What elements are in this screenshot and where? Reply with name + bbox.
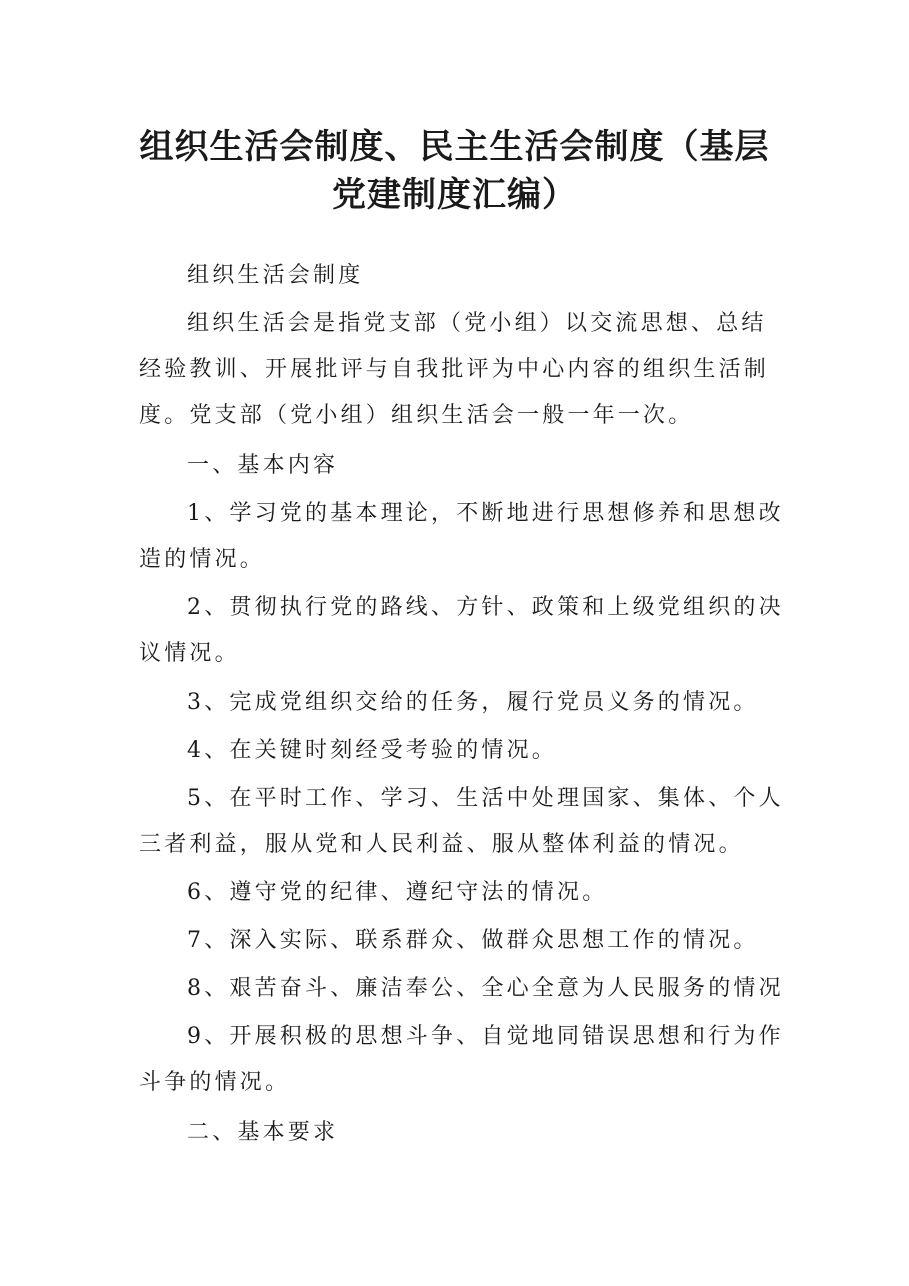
- item-5-line-2: 三者利益，服从党和人民利益、服从整体利益的情况。: [139, 832, 744, 857]
- item-9-line-2: 斗争的情况。: [139, 1070, 291, 1095]
- item-2: [139, 585, 784, 677]
- item-2-line-2: 议情况。: [139, 641, 240, 666]
- item-1: [139, 491, 784, 583]
- section-heading: 组织生活会制度: [187, 263, 364, 288]
- item-6: 6、遵守党的纪律、遵纪守法的情况。: [187, 880, 608, 905]
- item-9: [139, 1014, 784, 1106]
- part1-heading: 一、基本内容: [187, 453, 339, 478]
- item-2-line-1: 2、贯彻执行党的路线、方针、政策和上级党组织的决: [187, 595, 784, 620]
- intro-line-1: 组织生活会是指党支部（党小组）以交流思想、总结: [187, 311, 767, 336]
- item-5: [139, 776, 784, 868]
- item-3: 3、完成党组织交给的任务，履行党员义务的情况。: [187, 690, 759, 715]
- item-1-line-1: 1、学习党的基本理论，不断地进行思想修养和思想改: [187, 501, 784, 526]
- item-1-line-2: 造的情况。: [139, 547, 266, 572]
- document-title-line-2: 党建制度汇编）: [332, 175, 577, 215]
- intro-paragraph: [139, 301, 779, 439]
- part2-heading: 二、基本要求: [187, 1120, 339, 1145]
- item-8: 8、艰苦奋斗、廉洁奉公、全心全意为人民服务的情况: [187, 976, 784, 1001]
- item-7: 7、深入实际、联系群众、做群众思想工作的情况。: [187, 928, 759, 953]
- item-4: 4、在关键时刻经受考验的情况。: [187, 738, 557, 763]
- document-title-line-1: 组织生活会制度、民主生活会制度（基层: [139, 127, 770, 167]
- item-5-line-1: 5、在平时工作、学习、生活中处理国家、集体、个人: [187, 786, 784, 811]
- item-9-line-1: 9、开展积极的思想斗争、自觉地同错误思想和行为作: [187, 1024, 784, 1049]
- intro-line-2: 经验教训、开展批评与自我批评为中心内容的组织生活制: [139, 357, 770, 382]
- intro-line-3: 度。党支部（党小组）组织生活会一般一年一次。: [139, 403, 694, 428]
